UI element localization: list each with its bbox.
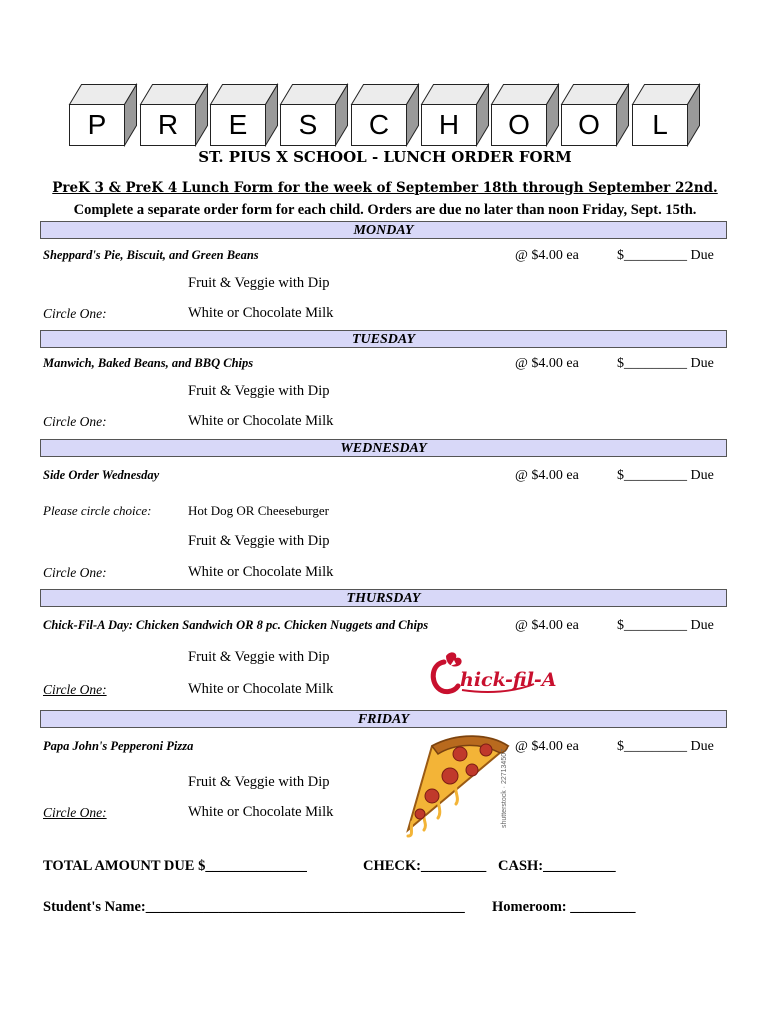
tuesday-milk-choice[interactable]: White or Chocolate Milk [188, 413, 334, 429]
letter-block-h-5 [421, 84, 489, 144]
letter-block-l-8 [632, 84, 700, 144]
friday-fruit: Fruit & Veggie with Dip [188, 774, 330, 790]
form-subtitle: PreK 3 & PreK 4 Lunch Form for the week of September 18th through September 22nd. [52, 180, 718, 196]
thursday-fruit: Fruit & Veggie with Dip [188, 649, 330, 665]
friday-due-field[interactable]: $_________ Due [617, 739, 714, 754]
thursday-milk-choice[interactable]: White or Chocolate Milk [188, 681, 334, 697]
day-bar-thursday: THURSDAY [40, 589, 727, 607]
block-letter: C [368, 109, 390, 140]
block-letter: O [508, 109, 530, 140]
day-bar-wednesday: WEDNESDAY [40, 439, 727, 457]
student-name-field[interactable]: Student's Name:____________________________________________ [43, 899, 465, 915]
pizza-watermark: shutterstock · 227134507 [501, 749, 508, 828]
letter-block-p-0 [69, 84, 137, 144]
day-bar-friday: FRIDAY [40, 710, 727, 728]
wednesday-item: Side Order Wednesday [43, 468, 160, 482]
block-letter: L [652, 109, 668, 140]
block-letter: O [578, 109, 600, 140]
monday-item: Sheppard's Pie, Biscuit, and Green Beans [43, 248, 259, 262]
block-letter: R [157, 109, 179, 140]
block-letter: S [298, 109, 318, 140]
homeroom-field[interactable]: Homeroom: _________ [492, 899, 636, 915]
thursday-price: @ $4.00 ea [515, 618, 579, 633]
wednesday-choice-label: Please circle choice: [43, 503, 152, 518]
wednesday-due-field[interactable]: $_________ Due [617, 468, 714, 483]
friday-item: Papa John's Pepperoni Pizza [43, 739, 194, 753]
block-letter: E [228, 109, 248, 140]
day-bar-monday: MONDAY [40, 221, 727, 239]
tuesday-due-field[interactable]: $_________ Due [617, 356, 714, 371]
monday-due-field[interactable]: $_________ Due [617, 248, 714, 263]
cash-field[interactable]: CASH:__________ [498, 858, 616, 874]
monday-fruit: Fruit & Veggie with Dip [188, 275, 330, 291]
tuesday-circle-label: Circle One: [43, 414, 107, 429]
svg-text:hick-fil-A: hick-fil-A [460, 669, 557, 691]
block-letter: H [438, 109, 460, 140]
thursday-due-field[interactable]: $_________ Due [617, 618, 714, 633]
letter-block-s-3 [280, 84, 348, 144]
wednesday-fruit: Fruit & Veggie with Dip [188, 533, 330, 549]
friday-price: @ $4.00 ea [515, 739, 579, 754]
letter-block-o-7 [561, 84, 629, 144]
chick-fil-a-logo [428, 648, 557, 700]
total-amount-due-field[interactable]: TOTAL AMOUNT DUE $______________ [43, 858, 307, 874]
form-title: ST. PIUS X SCHOOL - LUNCH ORDER FORM [198, 148, 572, 166]
letter-block-c-4 [351, 84, 419, 144]
letter-block-r-1 [140, 84, 208, 144]
thursday-circle-label: Circle One: [43, 682, 107, 697]
wednesday-price: @ $4.00 ea [515, 468, 579, 483]
tuesday-fruit: Fruit & Veggie with Dip [188, 383, 330, 399]
block-letter: P [87, 109, 107, 140]
monday-circle-label: Circle One: [43, 306, 107, 321]
day-bar-tuesday: TUESDAY [40, 330, 727, 348]
tuesday-item: Manwich, Baked Beans, and BBQ Chips [43, 356, 254, 370]
form-instructions: Complete a separate order form for each child. Orders are due no later than noon Friday, Sept. 15th. [73, 202, 697, 218]
thursday-item: Chick-Fil-A Day: Chicken Sandwich OR 8 pc. Chicken Nuggets and Chips [43, 618, 429, 632]
friday-milk-choice[interactable]: White or Chocolate Milk [188, 804, 334, 820]
tuesday-price: @ $4.00 ea [515, 356, 579, 371]
friday-circle-label: Circle One: [43, 805, 107, 820]
wednesday-milk-choice[interactable]: White or Chocolate Milk [188, 564, 334, 580]
monday-price: @ $4.00 ea [515, 248, 579, 263]
monday-milk-choice[interactable]: White or Chocolate Milk [188, 305, 334, 321]
letter-block-e-2 [210, 84, 278, 144]
wednesday-circle-label: Circle One: [43, 565, 107, 580]
letter-block-o-6 [491, 84, 559, 144]
check-field[interactable]: CHECK:_________ [363, 858, 487, 874]
pizza-slice-icon [398, 732, 516, 840]
wednesday-choice[interactable]: Hot Dog OR Cheeseburger [188, 503, 329, 518]
